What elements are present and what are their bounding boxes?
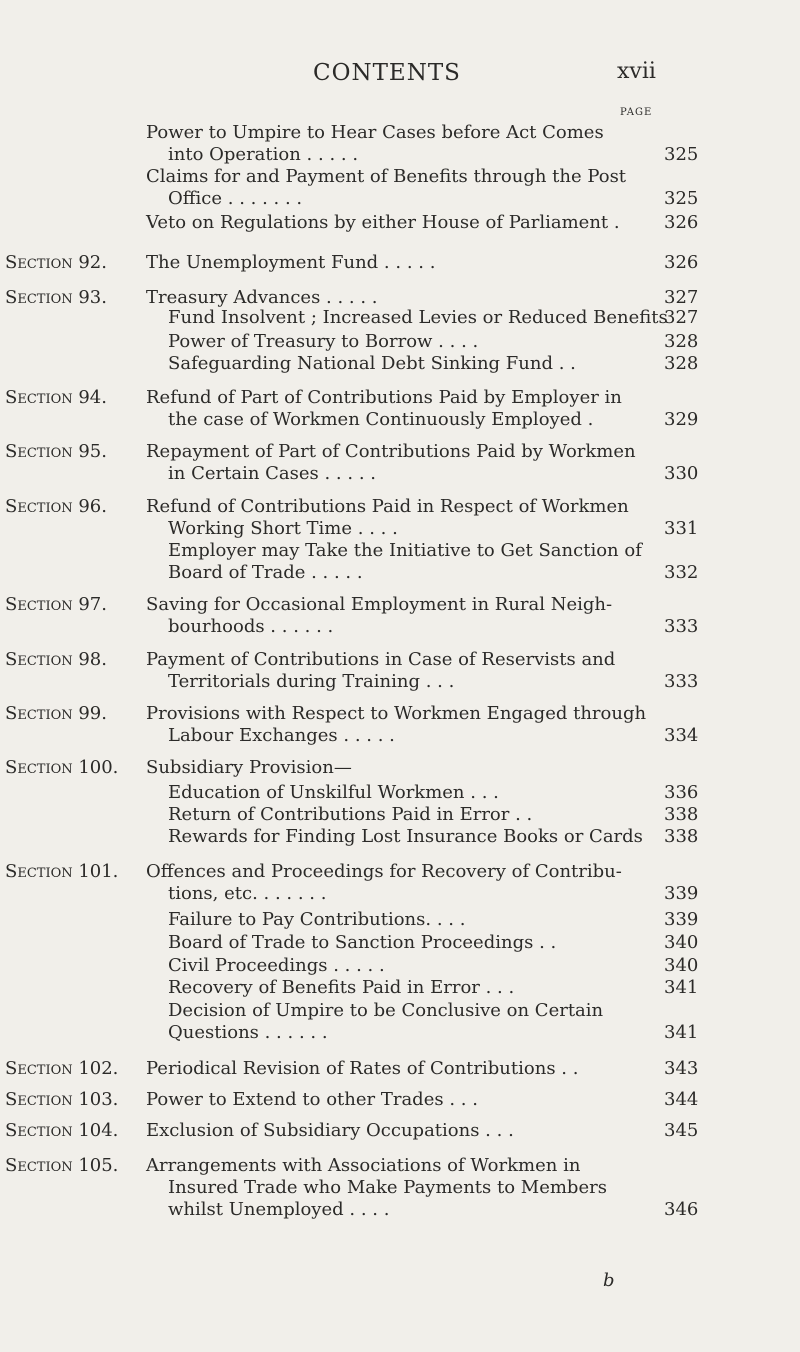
section-number: Section 96. bbox=[5, 496, 107, 517]
entry-title-line: Periodical Revision of Rates of Contributions . . bbox=[146, 1058, 579, 1079]
page-number: 327 bbox=[664, 287, 699, 308]
entry-title bbox=[146, 441, 656, 485]
entry-title bbox=[146, 166, 656, 210]
page-number: 345 bbox=[664, 1120, 699, 1141]
entry-title bbox=[146, 331, 656, 353]
entry-title bbox=[146, 252, 656, 274]
entry-title-line: bourhoods . . . . . . bbox=[168, 616, 334, 637]
entry-title-line: Insured Trade who Make Payments to Members bbox=[168, 1177, 607, 1198]
entry-title-line: Exclusion of Subsidiary Occupations . . . bbox=[146, 1120, 514, 1141]
entry-title bbox=[146, 782, 656, 804]
entry-title bbox=[146, 649, 656, 693]
entry-title-line: Power of Treasury to Borrow . . . . bbox=[168, 331, 479, 352]
section-number: Section 98. bbox=[5, 649, 107, 670]
entry-title-line: Board of Trade . . . . . bbox=[168, 562, 363, 583]
page-number: 340 bbox=[664, 932, 699, 953]
entry-title-line: whilst Unemployed . . . . bbox=[168, 1199, 390, 1220]
entry-title-line: Fund Insolvent ; Increased Levies or Reduced Benefits bbox=[168, 307, 668, 328]
entry-title-line: Power to Extend to other Trades . . . bbox=[146, 1089, 478, 1110]
page-number: 341 bbox=[664, 977, 699, 998]
entry-title bbox=[146, 1089, 656, 1111]
page-number: 343 bbox=[664, 1058, 699, 1079]
entry-title-line: Safeguarding National Debt Sinking Fund . . bbox=[168, 353, 576, 374]
entry-title-line: into Operation . . . . . bbox=[168, 144, 359, 165]
section-number: Section 94. bbox=[5, 387, 107, 408]
entry-title-line: Provisions with Respect to Workmen Engaged through bbox=[146, 703, 647, 724]
page-number: 329 bbox=[664, 409, 699, 430]
page-number: 339 bbox=[664, 883, 699, 904]
entry-title-line: Veto on Regulations by either House of Parliament . bbox=[146, 212, 620, 233]
entry-title-line: Subsidiary Provision— bbox=[146, 757, 352, 778]
entry-title bbox=[146, 861, 656, 905]
entry-title bbox=[146, 757, 656, 779]
section-number: Section 100. bbox=[5, 757, 119, 778]
entry-title-line: Labour Exchanges . . . . . bbox=[168, 725, 395, 746]
entry-title-line: Treasury Advances . . . . . bbox=[146, 287, 378, 308]
page-number: 341 bbox=[664, 1022, 699, 1043]
entry-title bbox=[146, 804, 656, 826]
entry-title-line: Education of Unskilful Workmen . . . bbox=[168, 782, 499, 803]
page-number: 344 bbox=[664, 1089, 699, 1110]
entry-title-line: Working Short Time . . . . bbox=[168, 518, 398, 539]
entry-title-line: Recovery of Benefits Paid in Error . . . bbox=[168, 977, 515, 998]
entry-title bbox=[146, 826, 656, 848]
entry-title bbox=[146, 122, 656, 166]
page-title: CONTENTS bbox=[313, 60, 461, 86]
section-number: Section 105. bbox=[5, 1155, 119, 1176]
section-number: Section 99. bbox=[5, 703, 107, 724]
section-number: Section 95. bbox=[5, 441, 107, 462]
entry-title-line: Offences and Proceedings for Recovery of Contribu- bbox=[146, 861, 622, 882]
page-column-label: PAGE bbox=[620, 107, 653, 118]
page-number: 338 bbox=[664, 804, 699, 825]
page-number: 331 bbox=[664, 518, 699, 539]
page-number: 326 bbox=[664, 212, 699, 233]
entry-title-line: Board of Trade to Sanction Proceedings . . bbox=[168, 932, 557, 953]
page-number: 326 bbox=[664, 252, 699, 273]
page-number: 325 bbox=[664, 188, 699, 209]
entry-title bbox=[146, 1120, 656, 1142]
entry-title bbox=[146, 909, 656, 931]
entry-title-line: Repayment of Part of Contributions Paid by Workmen bbox=[146, 441, 636, 462]
entry-title-line: Saving for Occasional Employment in Rural Neigh- bbox=[146, 594, 613, 615]
page-number: 333 bbox=[664, 671, 699, 692]
page-number: 332 bbox=[664, 562, 699, 583]
entry-title-line: Power to Umpire to Hear Cases before Act Comes bbox=[146, 122, 604, 143]
entry-title bbox=[146, 353, 656, 375]
entry-title bbox=[146, 540, 656, 584]
page-number: 325 bbox=[664, 144, 699, 165]
section-number: Section 101. bbox=[5, 861, 119, 882]
entry-title-line: Questions . . . . . . bbox=[168, 1022, 328, 1043]
entry-title-line: Refund of Contributions Paid in Respect of Workmen bbox=[146, 496, 629, 517]
entry-title-line: Arrangements with Associations of Workmen in bbox=[146, 1155, 581, 1176]
section-number: Section 102. bbox=[5, 1058, 119, 1079]
entry-title bbox=[146, 1000, 656, 1044]
entry-title bbox=[146, 212, 656, 234]
section-number: Section 93. bbox=[5, 287, 107, 308]
signature-mark: b bbox=[603, 1270, 615, 1291]
page-number: 328 bbox=[664, 353, 699, 374]
page-number: 346 bbox=[664, 1199, 699, 1220]
entry-title-line: Decision of Umpire to be Conclusive on Certain bbox=[168, 1000, 604, 1021]
entry-title-line: The Unemployment Fund . . . . . bbox=[146, 252, 436, 273]
page-number: 328 bbox=[664, 331, 699, 352]
entry-title bbox=[146, 1155, 656, 1221]
entry-title-line: Payment of Contributions in Case of Reservists and bbox=[146, 649, 616, 670]
page-number: 333 bbox=[664, 616, 699, 637]
page-number: 338 bbox=[664, 826, 699, 847]
page-number: 334 bbox=[664, 725, 699, 746]
section-number: Section 92. bbox=[5, 252, 107, 273]
page-number: 327 bbox=[664, 307, 699, 328]
entry-title bbox=[146, 955, 656, 977]
entry-title bbox=[146, 496, 656, 540]
entry-title-line: Return of Contributions Paid in Error . . bbox=[168, 804, 533, 825]
entry-title bbox=[146, 1058, 656, 1080]
entry-title bbox=[146, 703, 656, 747]
page-number: 340 bbox=[664, 955, 699, 976]
entry-title bbox=[146, 977, 656, 999]
section-number: Section 103. bbox=[5, 1089, 119, 1110]
entry-title bbox=[146, 932, 656, 954]
entry-title-line: tions, etc. . . . . . . bbox=[168, 883, 327, 904]
folio-number: xvii bbox=[617, 59, 656, 84]
section-number: Section 104. bbox=[5, 1120, 119, 1141]
page-number: 330 bbox=[664, 463, 699, 484]
entry-title-line: Failure to Pay Contributions. . . . bbox=[168, 909, 466, 930]
entry-title-line: Claims for and Payment of Benefits through the Post bbox=[146, 166, 627, 187]
entry-title bbox=[146, 387, 656, 431]
entry-title-line: Office . . . . . . . bbox=[168, 188, 303, 209]
entry-title-line: Rewards for Finding Lost Insurance Books or Cards bbox=[168, 826, 643, 847]
entry-title-line: Refund of Part of Contributions Paid by Employer in bbox=[146, 387, 622, 408]
page-number: 339 bbox=[664, 909, 699, 930]
entry-title-line: Civil Proceedings . . . . . bbox=[168, 955, 385, 976]
entry-title bbox=[146, 287, 656, 309]
entry-title-line: Territorials during Training . . . bbox=[168, 671, 455, 692]
entry-title-line: Employer may Take the Initiative to Get Sanction of bbox=[168, 540, 642, 561]
section-number: Section 97. bbox=[5, 594, 107, 615]
page-number: 336 bbox=[664, 782, 699, 803]
entry-title bbox=[146, 594, 656, 638]
entry-title-line: in Certain Cases . . . . . bbox=[168, 463, 376, 484]
entry-title-line: the case of Workmen Continuously Employed . bbox=[168, 409, 594, 430]
entry-title bbox=[146, 307, 668, 329]
